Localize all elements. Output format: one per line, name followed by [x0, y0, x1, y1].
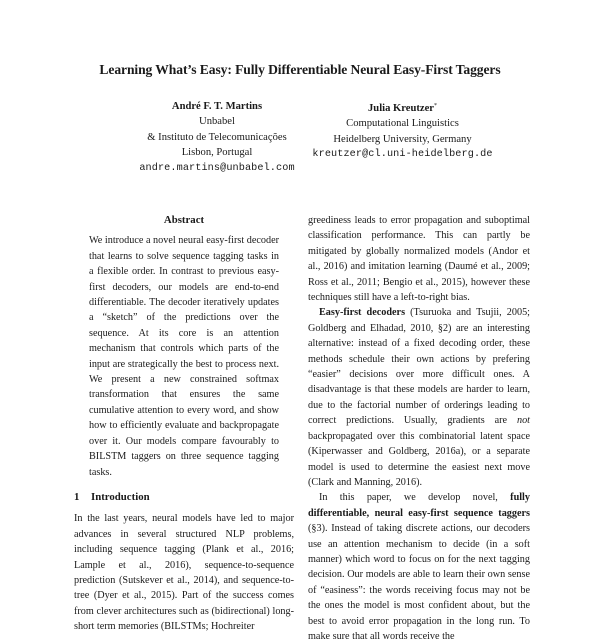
section-heading-introduction: [74, 490, 294, 505]
section-number: 1: [74, 490, 80, 503]
author-block-2: [285, 99, 520, 163]
easy-first-paragraph: Easy-first decoders (Tsuruoka and Tsujii, 2005; Goldberg and Elhadad, 2010, §2) are an interesting alternative: instead of a fixed decoding order, these methods schedule their own actions by prefering “easier” decisions over more difficult ones. A disadvantage is that these models are harder to learn, due to the factorial number of orderings leading to correct predictions. Usually, gradients are not backpropagated over this combinatorial latent space (Kiperwasser and Goldberg, 2016a), or a separate model is used to determine the easiest next move (Clark and Manning, 2016).: [308, 307, 531, 488]
affiliation-line: Unbabel: [199, 116, 235, 128]
affiliation-line: Heidelberg University, Germany: [333, 133, 472, 145]
affiliation-line: & Instituto de Telecomunicações: [147, 131, 287, 143]
footnote-mark: *: [434, 103, 437, 109]
right-column: [308, 213, 530, 644]
abstract-text: We introduce a novel neural easy-first decoder that learns to solve sequence tagging tasks in a flexible order. In contrast to previous easy-first decoders, our models are end-to-end differentiable. The decoder iteratively updates a “sketch” of the predictions over the sequence. At its core is an attention mechanism that controls which parts of the input are strategically the best to process next. We present a new constrained softmax transformation that ensures the same cumulative attention to every word, and show how to efficiently evaluate and backpropagate over it. Our models compare favourably to BILSTM taggers on three sequence tagging tasks.: [89, 235, 279, 478]
intro-paragraph: In the last years, neural models have led to major advances in several structured NLP problems, including sequence tagging (Plank et al., 2016; Lample et al., 2016), sequence-to-sequence prediction (Sutskever et al., 2014), and sequence-to-tree (Dyer et al., 2015). Part of the success comes from clever architectures such as (bidirectional) long-short term memories (BILSTMs; Hochreiter: [74, 513, 294, 633]
italic-term: not: [516, 415, 530, 427]
affiliation-line: Computational Linguistics: [346, 118, 459, 130]
author-email: kreutzer@cl.uni-heidelberg.de: [312, 149, 493, 161]
left-column: [74, 213, 294, 635]
author-email: andre.martins@unbabel.com: [139, 162, 295, 174]
author-name: André F. T. Martins: [171, 101, 263, 112]
bold-term: Easy-first decoders: [319, 307, 406, 319]
bold-term: fully differentiable, neural easy-first sequence taggers: [308, 492, 530, 519]
paper-title: Learning What’s Easy: Fully Differentiable Neural Easy-First Taggers: [99, 62, 501, 77]
contribution-paragraph: In this paper, we develop novel, fully differentiable, neural easy-first sequence taggers (§3). Instead of taking discrete actions, our decoders use an attention mechanism to decide (in a soft manner) which word to focus on for the next tagging decision. Our models are able to learn their own sense of “easiness”: the words receiving focus may not be the ones the model is most confident about, but the best to avoid error propagation in the long run. To make sure that all words receive the: [308, 492, 530, 642]
section-title: Introduction: [91, 490, 150, 503]
abstract-heading: Abstract: [163, 214, 205, 226]
affiliation-line: Lisbon, Portugal: [181, 147, 253, 159]
author-name: Julia Kreutzer*: [368, 103, 437, 114]
intro-paragraph-continued: greediness leads to error propagation and suboptimal classification performance. This can partly be mitigated by globally normalized models (Andor et al., 2016) and imitation learning (Daumé et al., 2009; Ross et al., 2011; Bengio et al., 2015), however these techniques still have a left-to-right bias.: [308, 215, 530, 304]
